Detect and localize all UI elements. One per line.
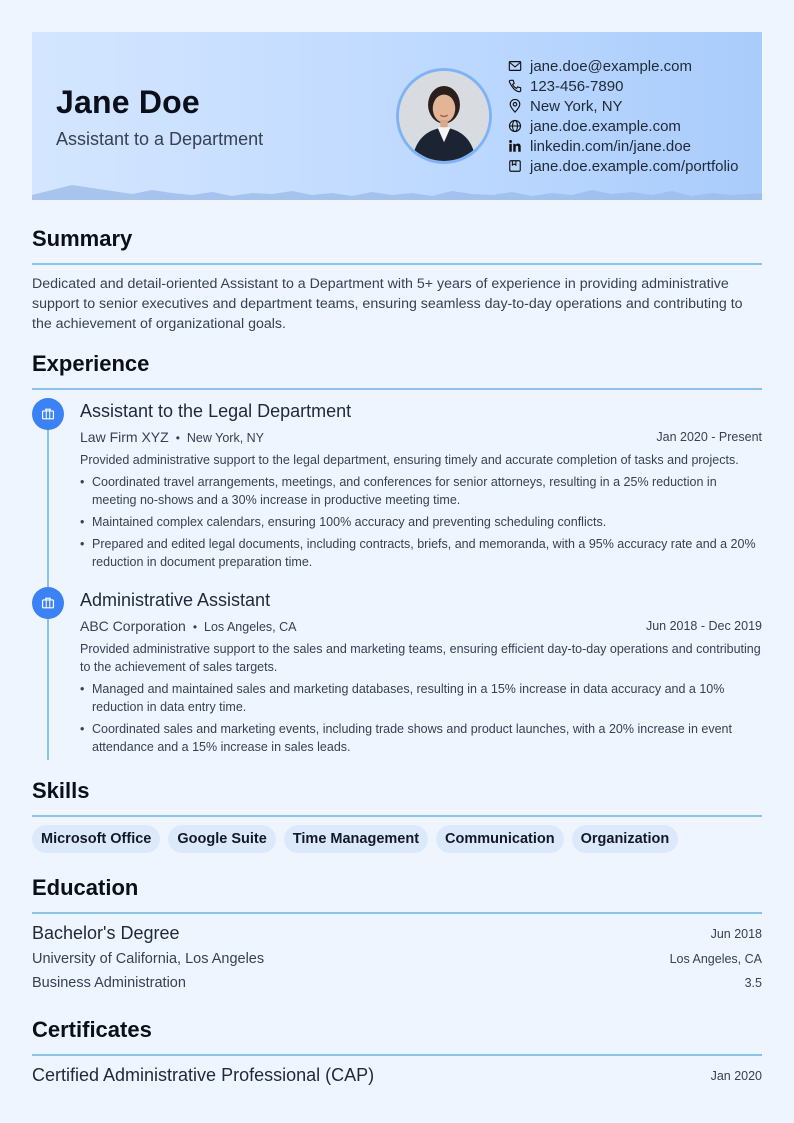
job-2-briefcase-badge [32, 587, 64, 619]
resume-header [32, 32, 762, 200]
mountain-decoration [32, 184, 762, 200]
job-description: Provided administrative support to the legal department, ensuring timely and accurate completion of tasks and projects. [80, 453, 739, 467]
job-description: Provided administrative support to the sales and marketing teams, ensuring efficient day-to-day operations and contributing to the achievement of sales targets. [80, 642, 761, 674]
education-field-row [32, 975, 762, 991]
contact-website-text: jane.doe.example.com [530, 117, 681, 135]
job-entry-1 [80, 398, 762, 575]
skills-heading: Skills [32, 778, 90, 803]
skill-tag: Organization [572, 825, 679, 853]
skill-tag: Time Management [284, 825, 428, 853]
skills-list [32, 825, 686, 853]
summary-text: Dedicated and detail-oriented Assistant to a Department with 5+ years of experience in providing administrative support to senior executives and department teams, ensuring seamless day-to-day operations and contributing to the achievement of organizational goals. [32, 276, 743, 332]
job-title: Administrative Assistant [80, 590, 271, 610]
job-location: New York, NY [186, 431, 265, 445]
separator-dot: • [175, 431, 180, 445]
skill-tag: Microsoft Office [32, 825, 160, 853]
job-bullets [80, 680, 762, 756]
education-school-row [32, 951, 762, 967]
education-degree-row [32, 923, 762, 944]
education-degree: Bachelor's Degree [32, 923, 180, 943]
contact-list [508, 56, 738, 176]
linkedin-icon [508, 139, 522, 153]
contact-portfolio-text: jane.doe.example.com/portfolio [530, 157, 739, 175]
job-company: ABC Corporation [80, 618, 186, 634]
job-meta [80, 425, 762, 449]
contact-phone-text: 123-456-7890 [530, 77, 624, 95]
job-company-line [80, 618, 296, 634]
experience-divider [32, 388, 762, 390]
skills-divider [32, 815, 762, 817]
summary-divider [32, 263, 762, 265]
contact-location-text: New York, NY [530, 97, 623, 115]
briefcase-icon [41, 596, 55, 610]
contact-location [508, 96, 738, 116]
education-divider [32, 912, 762, 914]
education-date: Jun 2018 [710, 926, 762, 941]
candidate-name: Jane Doe [56, 84, 200, 120]
profile-photo [396, 68, 492, 164]
certificates-divider [32, 1054, 762, 1056]
profile-photo-illustration [399, 71, 489, 161]
contact-email[interactable] [508, 56, 738, 76]
job-date: Jun 2018 - Dec 2019 [645, 619, 762, 633]
education-school: University of California, Los Angeles [32, 951, 265, 967]
job-location: Los Angeles, CA [204, 620, 297, 634]
education-location: Los Angeles, CA [669, 952, 762, 966]
contact-email-text: jane.doe@example.com [530, 57, 692, 75]
job-bullet: • Managed and maintained sales and marketing databases, resulting in a 15% increase in data accuracy and a 10% reduction in data entry time. [80, 680, 762, 716]
briefcase-icon [41, 407, 55, 421]
education-heading: Education [32, 875, 139, 900]
certificate-row [32, 1065, 762, 1086]
job-1-briefcase-badge [32, 398, 64, 430]
certificate-name: Certified Administrative Professional (CAP) [32, 1065, 375, 1085]
job-bullet: • Coordinated travel arrangements, meetings, and conferences for senior attorneys, resulting in a 25% reduction in meeting no-shows and a 30% increase in productive meeting time. [80, 473, 762, 509]
job-company-line [80, 429, 264, 445]
certificates-heading: Certificates [32, 1017, 152, 1042]
contact-website[interactable] [508, 116, 738, 136]
education-gpa: 3.5 [744, 976, 762, 990]
phone-icon [508, 79, 522, 93]
job-date: Jan 2020 - Present [656, 430, 762, 444]
education-field: Business Administration [32, 975, 186, 991]
skill-tag: Google Suite [168, 825, 275, 853]
portfolio-icon [508, 159, 522, 173]
contact-linkedin[interactable] [508, 136, 738, 156]
experience-heading: Experience [32, 351, 150, 376]
job-bullet: • Maintained complex calendars, ensuring 100% accuracy and preventing scheduling conflicts. [80, 513, 762, 531]
job-bullet: • Coordinated sales and marketing events, including trade shows and product launches, with a 20% increase in event attendance and a 15% increase in sales leads. [80, 720, 762, 756]
candidate-role: Assistant to a Department [56, 129, 264, 149]
skill-tag: Communication [436, 825, 564, 853]
job-meta [80, 614, 762, 638]
contact-linkedin-text: linkedin.com/in/jane.doe [530, 137, 691, 155]
summary-heading: Summary [32, 226, 133, 251]
job-company: Law Firm XYZ [80, 429, 169, 445]
job-title: Assistant to the Legal Department [80, 401, 352, 421]
job-entry-2 [80, 587, 762, 760]
certificate-date: Jan 2020 [710, 1068, 762, 1083]
job-bullet: • Prepared and edited legal documents, including contracts, briefs, and memoranda, with a 95% accuracy rate and a 20% reduction in document preparation time. [80, 535, 762, 571]
globe-icon [508, 119, 522, 133]
contact-phone[interactable] [508, 76, 738, 96]
separator-dot: • [192, 620, 198, 634]
mail-icon [508, 59, 522, 73]
contact-portfolio[interactable] [508, 156, 738, 176]
location-pin-icon [508, 99, 522, 113]
job-bullets [80, 473, 762, 571]
